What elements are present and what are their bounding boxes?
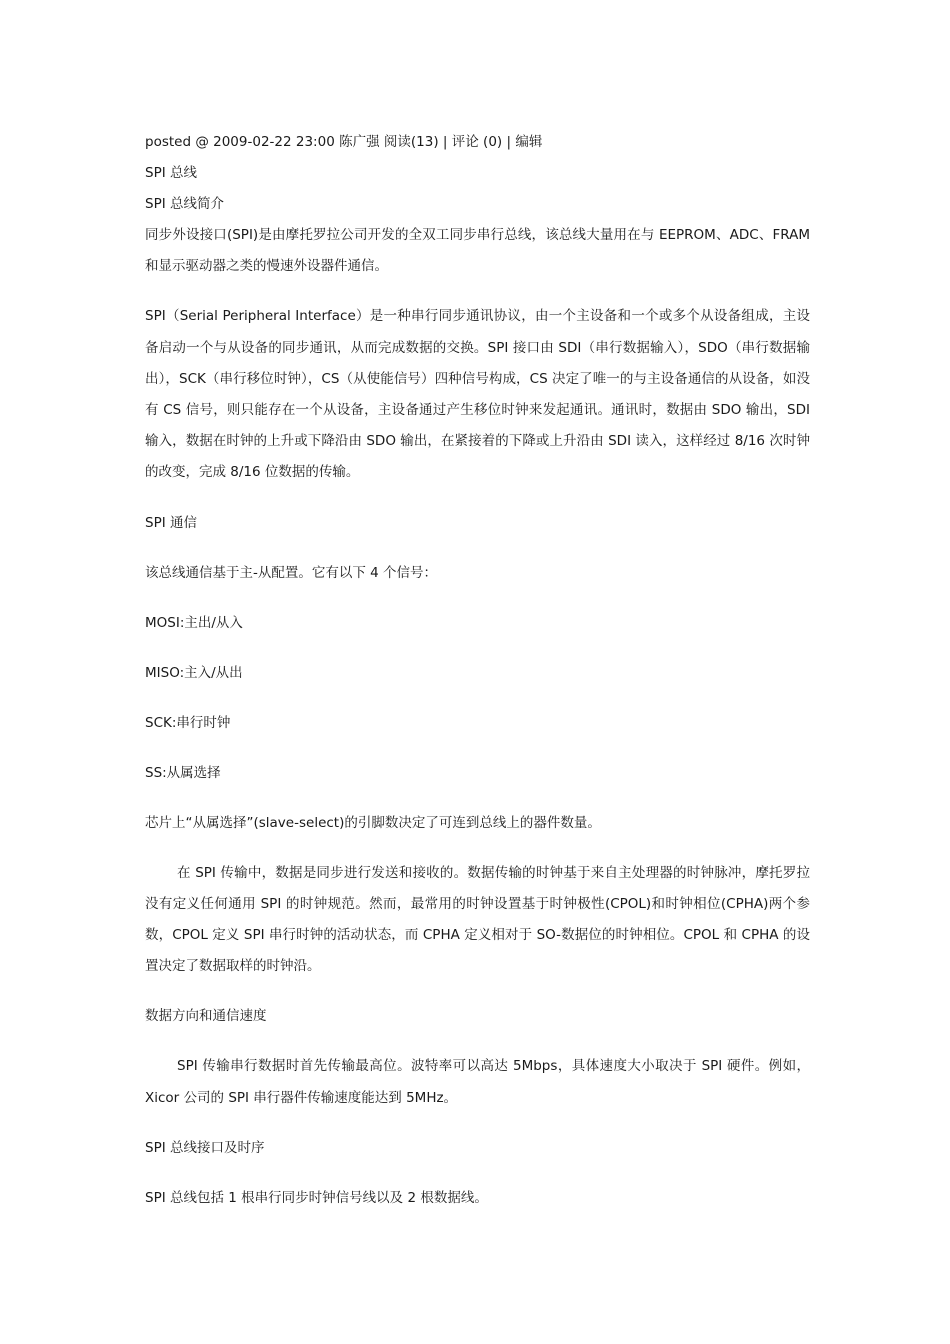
paragraph-bus-lines: SPI 总线包括 1 根串行同步时钟信号线以及 2 根数据线。 xyxy=(145,1189,488,1206)
paragraph-slave-select: 芯片上“从属选择”(slave-select)的引脚数决定了可连到总线上的器件数量。 xyxy=(145,814,601,831)
heading-spi-communication: SPI 通信 xyxy=(145,514,197,531)
posted-label: posted @ xyxy=(145,134,209,150)
signal-mosi: MOSI:主出/从入 xyxy=(145,614,243,631)
heading-interface-timing: SPI 总线接口及时序 xyxy=(145,1139,265,1156)
heading-spi-intro: SPI 总线简介 xyxy=(145,196,224,212)
heading-direction-speed: 数据方向和通信速度 xyxy=(145,1008,267,1025)
paragraph-intro: 同步外设接口(SPI)是由摩托罗拉公司开发的全双工同步串行总线，该总线大量用在与 EEPROM、ADC、FRAM 和显示驱动器之类的慢速外设器件通信。 xyxy=(145,227,810,275)
post-datetime: 2009-02-22 23:00 xyxy=(213,134,335,150)
paragraph-speed: SPI 传输串行数据时首先传输最高位。波特率可以高达 5Mbps，具体速度大小取决于 SPI 硬件。例如，Xicor 公司的 SPI 串行器件传输速度能达到 5MHz。 xyxy=(145,1058,810,1106)
paragraph-signals-intro: 该总线通信基于主-从配置。它有以下 4 个信号： xyxy=(145,564,438,581)
comments-link[interactable]: 评论 xyxy=(451,134,479,150)
paragraph-spi-definition: SPI（Serial Peripheral Interface）是一种串行同步通讯协议，由一个主设备和一个或多个从设备组成，主设备启动一个与从设备的同步通讯，从而完成数据的交换。SPI 接口由 SDI（串行数据输入），SDO（串行数据输出），SCK（串行移位时钟），CS（从使能信号）四种信号构成，CS 决定了唯一的与主设备通信的从设备，如没有 CS 信号，则只能存在一个从设备，主设备通过产生移位时钟来发起通讯。通讯时，数据由 SDO 输出，SDI 输入，数据在时钟的上升或下降沿由 SDO 输出，在紧接着的下降或上升沿由 SDI 读入，这样经过 8/16 次时钟的改变，完成 8/16 位数据的传输。 xyxy=(145,308,810,481)
separator: | xyxy=(442,134,448,150)
separator: | xyxy=(506,134,512,150)
paragraph-clock: 在 SPI 传输中，数据是同步进行发送和接收的。数据传输的时钟基于来自主处理器的时钟脉冲，摩托罗拉没有定义任何通用 SPI 的时钟规范。然而，最常用的时钟设置基于时钟极性(CPOL)和时钟相位(CPHA)两个参数，CPOL 定义 SPI 串行时钟的活动状态，而 CPHA 定义相对于 SO-数据位的时钟相位。CPOL 和 CPHA 的设置决定了数据取样的时钟沿。 xyxy=(145,864,810,975)
post-meta xyxy=(145,127,810,158)
heading-spi-bus: SPI 总线 xyxy=(145,165,197,181)
signal-ss: SS:从属选择 xyxy=(145,764,221,781)
signal-miso: MISO:主入/从出 xyxy=(145,664,243,681)
signal-sck: SCK:串行时钟 xyxy=(145,714,231,731)
post-author[interactable]: 陈广强 xyxy=(339,134,380,150)
read-count: 阅读(13) xyxy=(383,134,439,150)
comment-count: (0) xyxy=(483,134,503,150)
edit-link[interactable]: 编辑 xyxy=(515,134,543,150)
document-body xyxy=(145,127,810,1214)
